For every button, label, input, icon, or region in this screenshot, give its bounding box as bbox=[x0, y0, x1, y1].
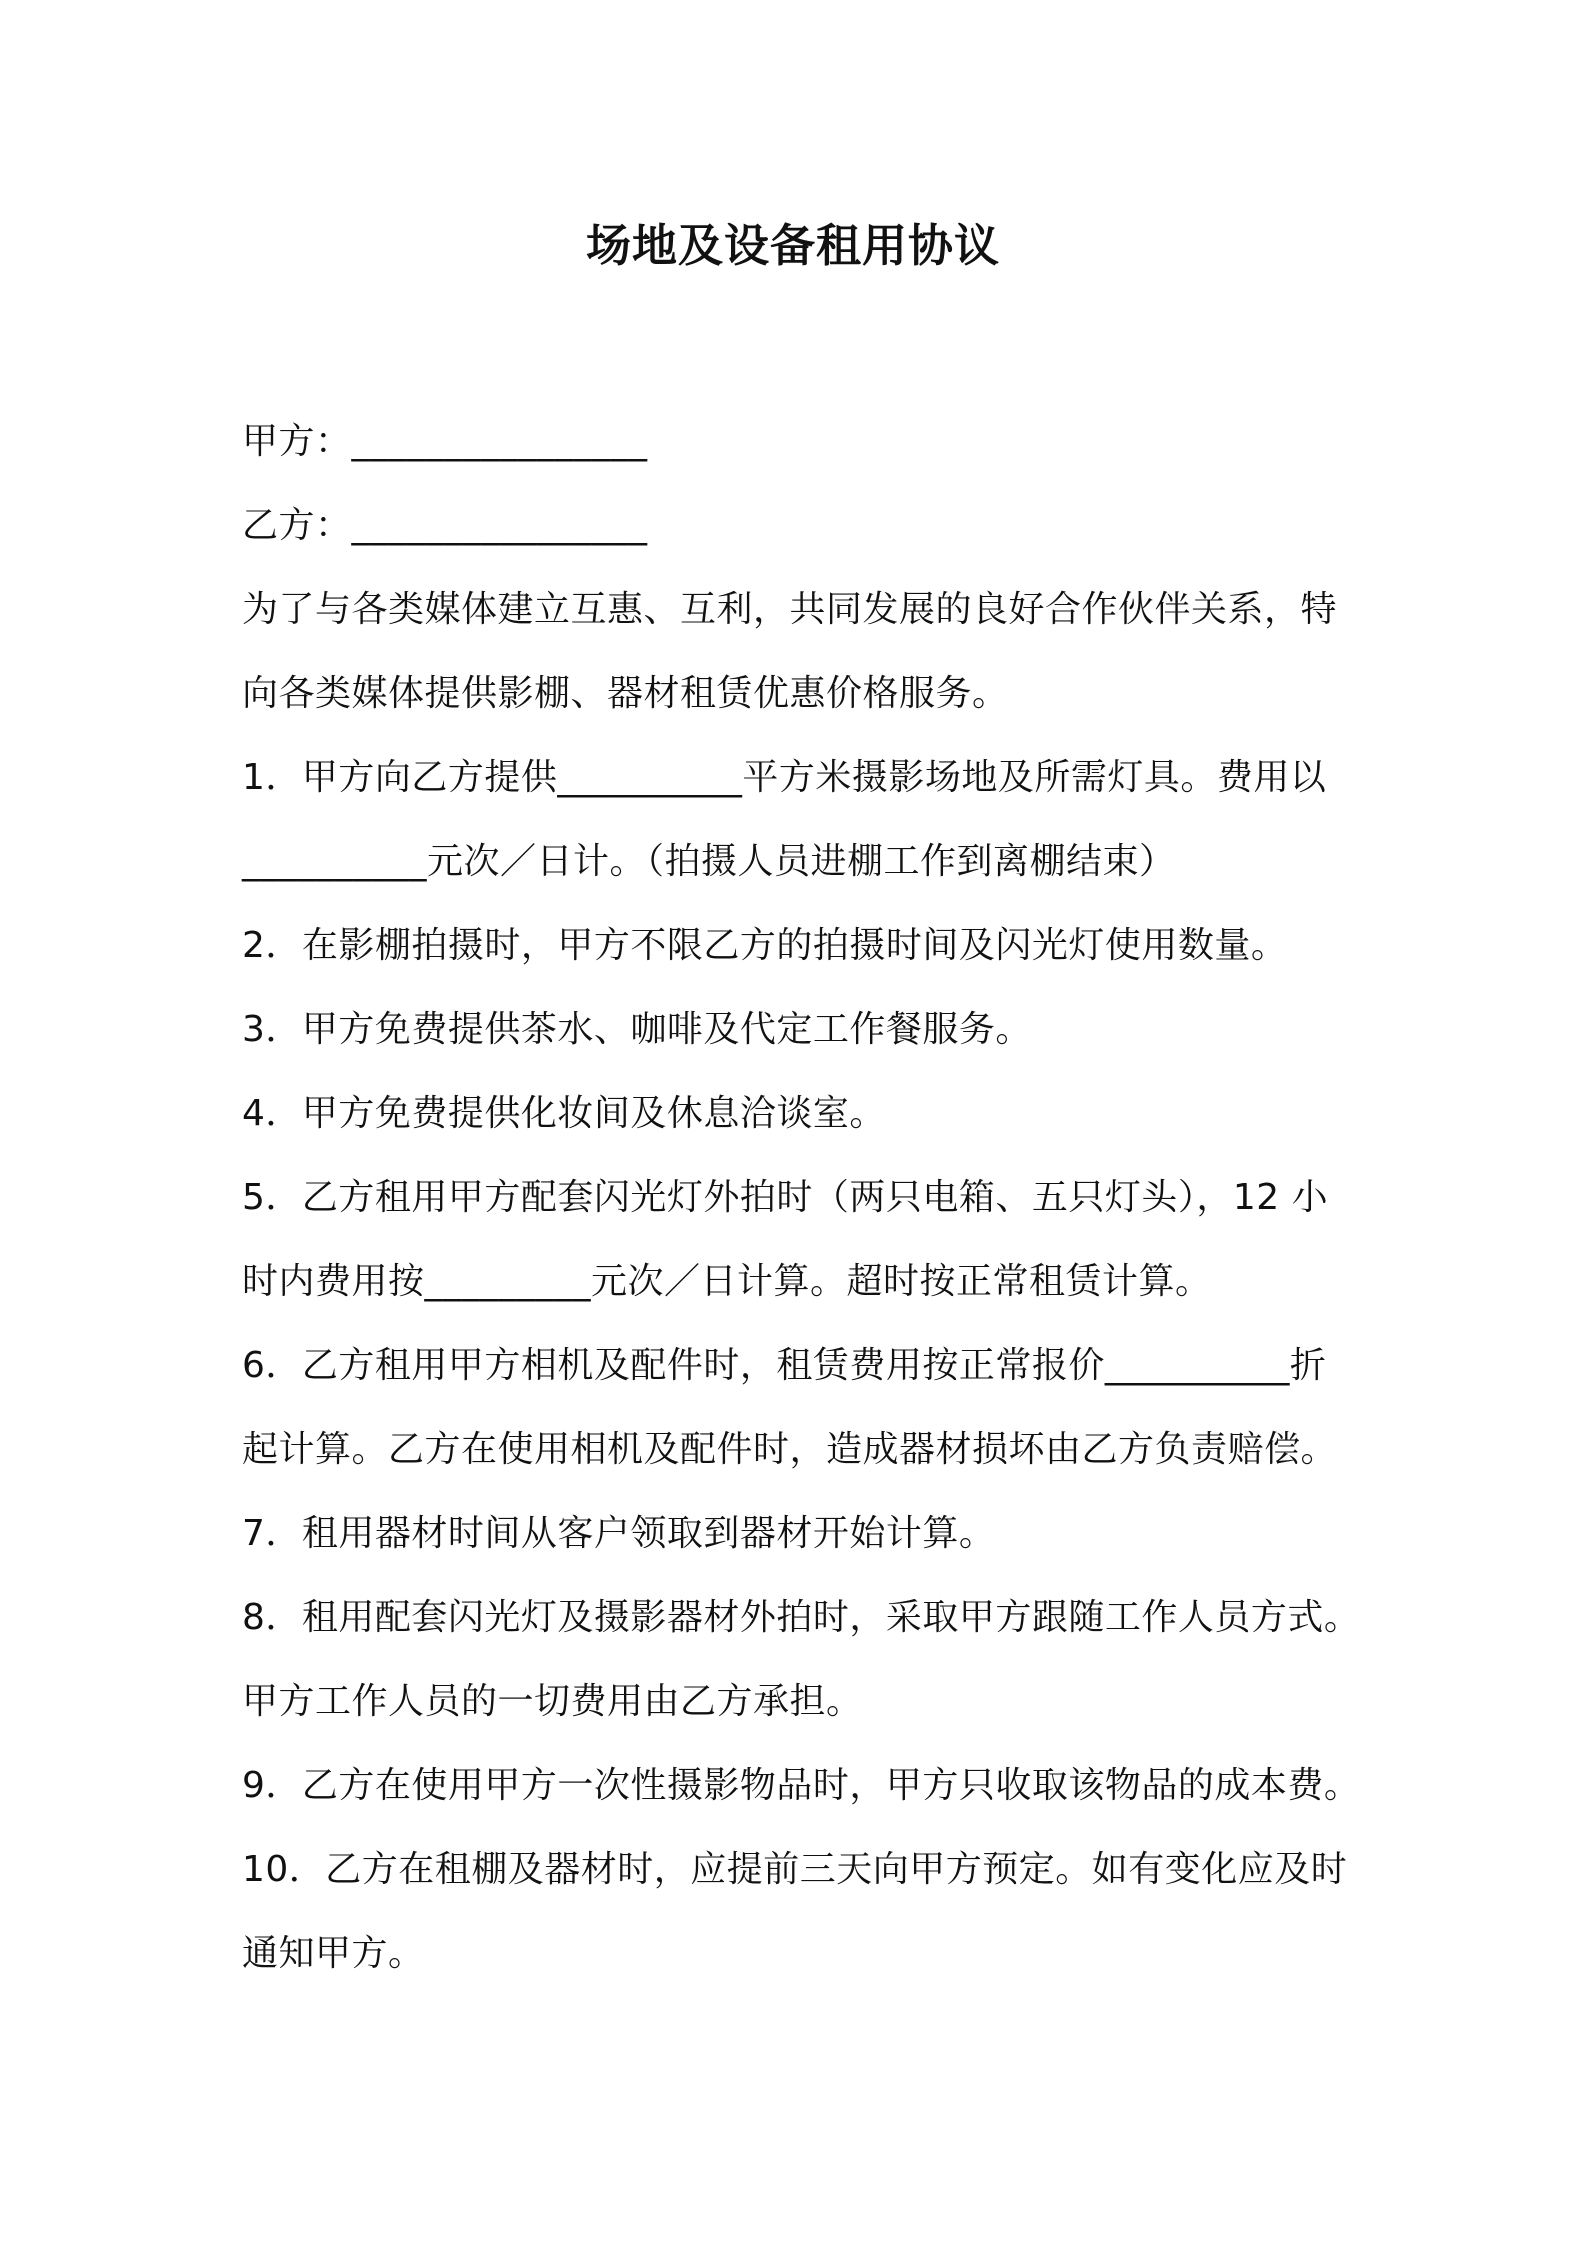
party-b-line: 乙方：________________ bbox=[242, 505, 648, 546]
clause-8-line-2: 甲方工作人员的一切费用由乙方承担。 bbox=[242, 1681, 863, 1722]
clause-7-line: 7．租用器材时间从客户领取到器材开始计算。 bbox=[242, 1513, 996, 1554]
document-body bbox=[242, 400, 1382, 1996]
clause-5-line-2: 时内费用按_________元次／日计算。超时按正常租赁计算。 bbox=[242, 1261, 1212, 1302]
preamble-line-2: 向各类媒体提供影棚、器材租赁优惠价格服务。 bbox=[242, 673, 1009, 714]
clause-4-line: 4．甲方免费提供化妆间及休息洽谈室。 bbox=[242, 1093, 886, 1134]
clause-6-line-1: 6．乙方租用甲方相机及配件时，租赁费用按正常报价__________折 bbox=[242, 1345, 1327, 1386]
document-title: 场地及设备租用协议 bbox=[585, 219, 1000, 272]
clause-8-line-1: 8．租用配套闪光灯及摄影器材外拍时，采取甲方跟随工作人员方式。 bbox=[242, 1597, 1361, 1638]
clause-10-line-1: 10．乙方在租棚及器材时，应提前三天向甲方预定。如有变化应及时 bbox=[242, 1849, 1348, 1890]
clause-10-line-2: 通知甲方。 bbox=[242, 1933, 425, 1974]
party-a-line: 甲方：________________ bbox=[242, 421, 648, 462]
preamble-line-1: 为了与各类媒体建立互惠、互利，共同发展的良好合作伙伴关系，特 bbox=[242, 589, 1338, 630]
clause-3-line: 3．甲方免费提供茶水、咖啡及代定工作餐服务。 bbox=[242, 1009, 1032, 1050]
clause-5-line-1: 5．乙方租用甲方配套闪光灯外拍时（两只电箱、五只灯头），12 小 bbox=[242, 1177, 1329, 1218]
clause-1-line-2: __________元次／日计。（拍摄人员进棚工作到离棚结束） bbox=[242, 841, 1176, 882]
clause-1-line-1: 1．甲方向乙方提供__________平方米摄影场地及所需灯具。费用以 bbox=[242, 757, 1327, 798]
clause-9-line: 9．乙方在使用甲方一次性摄影物品时，甲方只收取该物品的成本费。 bbox=[242, 1765, 1361, 1806]
clause-2-line: 2．在影棚拍摄时，甲方不限乙方的拍摄时间及闪光灯使用数量。 bbox=[242, 925, 1288, 966]
clause-6-line-2: 起计算。乙方在使用相机及配件时，造成器材损坏由乙方负责赔偿。 bbox=[242, 1429, 1338, 1470]
